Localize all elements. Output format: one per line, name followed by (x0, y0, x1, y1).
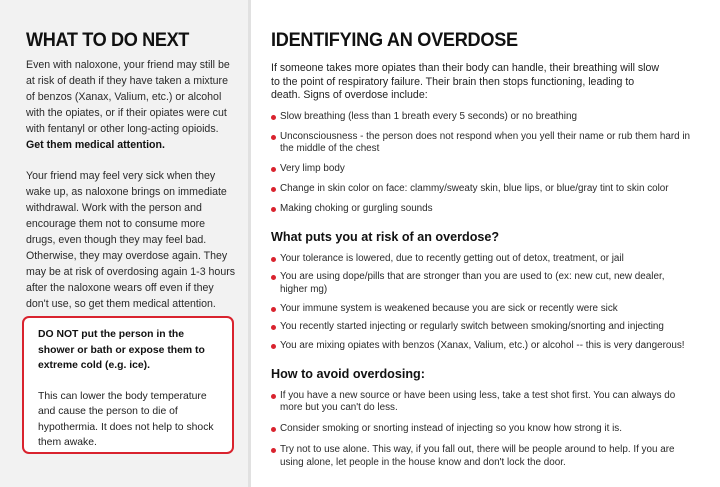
warning-explanation-text: This can lower the body temperature and cause the person to die of hypothermia. It does not help to shock them awake. (38, 390, 214, 448)
risk-text: You are using dope/pills that are stronger than you are used to (ex: new cut, new dealer, higher mg) (280, 271, 665, 295)
risk-text: Your immune system is weakened because you are sick or recently were sick (280, 302, 618, 314)
risk-text: You recently started injecting or regularly switch between smoking/snorting and injecting (280, 321, 664, 333)
avoid-heading: How to avoid overdosing: (271, 366, 425, 381)
what-to-do-next-heading: WHAT TO DO NEXT (26, 29, 190, 51)
identifying-overdose-heading: IDENTIFYING AN OVERDOSE (271, 29, 518, 51)
bullet-icon (271, 115, 276, 120)
sign-text: Unconsciousness - the person does not respond when you yell their name or rub them hard in the middle of the chest (280, 130, 691, 154)
bullet-icon (271, 135, 276, 140)
what-to-do-next-section (26, 28, 236, 312)
overdose-intro-paragraph: If someone takes more opiates than their body can handle, their breathing will slow to the point of respiratory failure. Their brain then stops functioning, leading to death. Signs of overdose include: (271, 62, 660, 101)
avoid-text: Try not to use alone. This way, if you fall out, there will be people around to help. If you are using alone, let people in the house know and don't lock the door. (280, 444, 675, 468)
sign-text: Very limp body (280, 163, 345, 174)
bullet-icon (271, 275, 276, 280)
list-item (271, 444, 691, 469)
list-item (271, 423, 691, 436)
avoid-text: Consider smoking or snorting instead of injecting so you know how strong it is. (280, 423, 622, 435)
list-item (271, 111, 691, 124)
list-item (271, 163, 691, 176)
list-item (271, 340, 691, 353)
bullet-icon (271, 427, 276, 432)
bullet-icon (271, 167, 276, 172)
withdrawal-paragraph: Your friend may feel very sick when they wake up, as naloxone brings on immediate withdrawal. Work with the person and encourage them not to consume more drugs, even though they may feel bad. Otherwise, they may overdose again. They may be at risk of overdosing again 1-3 hours after the naloxone wears off even if they don't use, so get them medical attention. (26, 170, 236, 310)
avoid-overdose-list (271, 390, 691, 470)
risk-factors-list (271, 253, 691, 353)
warning-box (22, 316, 234, 454)
list-item (271, 253, 691, 266)
naloxone-risk-paragraph (26, 57, 236, 153)
risk-text: Your tolerance is lowered, due to recently getting out of detox, treatment, or jail (280, 252, 624, 264)
avoid-text: If you have a new source or have been using less, take a test shot first. You can always do more but you can't do less. (280, 389, 676, 414)
list-item (271, 321, 691, 334)
list-item (271, 271, 691, 296)
sign-text: Slow breathing (less than 1 breath every 5 seconds) or no breathing (280, 110, 577, 122)
identifying-overdose-section (271, 28, 691, 478)
risk-text: You are mixing opiates with benzos (Xanax, Valium, etc.) or alcohol -- this is very dangerous! (280, 340, 685, 352)
bullet-icon (271, 344, 276, 349)
list-item (271, 183, 691, 196)
bullet-icon (271, 448, 276, 453)
bullet-icon (271, 307, 276, 312)
column-divider (248, 0, 251, 487)
warning-strong-text: DO NOT put the person in the shower or bath or expose them to extreme cold (e.g. ice). (38, 329, 205, 371)
list-item (271, 303, 691, 316)
bullet-icon (271, 187, 276, 192)
sign-text: Change in skin color on face: clammy/sweaty skin, blue lips, or blue/gray tint to skin color (280, 183, 669, 194)
list-item (271, 390, 691, 415)
overdose-signs-list (271, 111, 691, 216)
bullet-icon (271, 257, 276, 262)
list-item (271, 131, 691, 156)
risk-heading: What puts you at risk of an overdose? (271, 229, 500, 244)
list-item (271, 203, 691, 216)
naloxone-risk-text: Even with naloxone, your friend may still be at risk of death if they have taken a mixture of benzos (Xanax, Valium, etc.) or alcohol with the opiates, or if their opiates were cut with fentanyl or other long-acting opioids. (26, 59, 230, 135)
sign-text: Making choking or gurgling sounds (280, 203, 433, 214)
bullet-icon (271, 207, 276, 212)
bullet-icon (271, 325, 276, 330)
bullet-icon (271, 394, 276, 399)
get-medical-attention-text: Get them medical attention. (26, 139, 165, 151)
